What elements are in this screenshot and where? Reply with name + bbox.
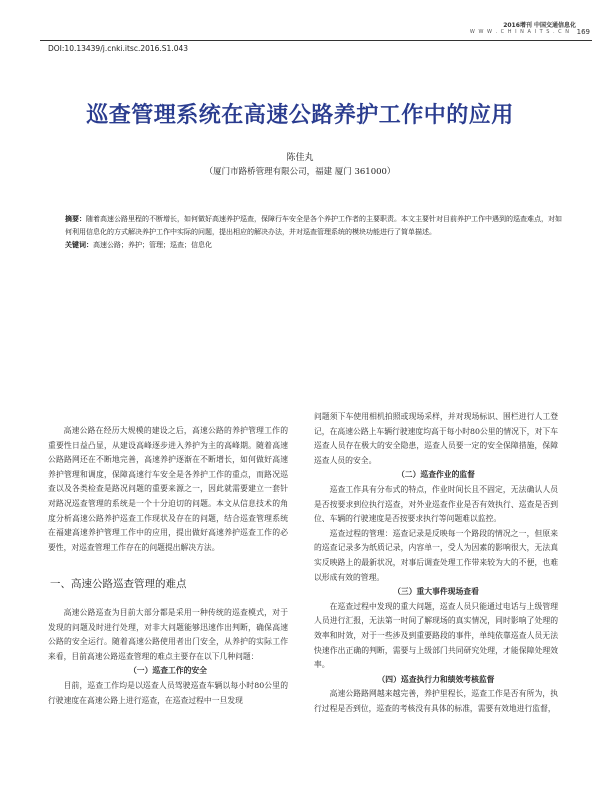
left-column: [48, 424, 288, 708]
keywords-text: 高速公路；养护；管理；巡查；信息化: [93, 241, 212, 249]
body-paragraph: 高速公路巡查为目前大部分都是采用一种传统的巡查模式，对于发现的问题及时进行处理，对非大问题能够迅速作出判断，确保高速公路的安全运行。随着高速公路使用者出门安全，从养护的实际工作来看，目前高速公路巡查管理的难点主要存在以下几种问题：: [48, 607, 288, 661]
body-paragraph: 目前，巡查工作均是以巡查人员驾驶巡查车辆以每小时80公里的行驶速度在高速公路上进行巡查，在巡查过程中一旦发现: [48, 680, 288, 705]
keywords-label: 关键词：: [65, 241, 93, 249]
body-paragraph: 巡查工作具有分布式的特点，作业时间长且不固定，无法确认人员是否按要求到位执行巡查，对外业巡查作业是否有效执行、巡查是否到位、车辆的行驶速度是否按要求执行等问题难以监控。: [314, 484, 558, 524]
subsection-heading: （三）重大事件现场查看: [393, 587, 479, 597]
abstract-label: 摘要：: [65, 215, 86, 223]
affiliation: （厦门市路桥管理有限公司，福建 厦门 361000）: [204, 167, 396, 177]
abstract: [65, 213, 563, 239]
body-paragraph: 高速公路路网越来越完善，养护里程长，巡查工作是否有所为，执行过程是否到位，巡查的考核没有具体的标准，需要有效地进行监督，: [314, 689, 558, 713]
subsection-heading: （二）巡查作业的监督: [397, 470, 475, 480]
body-paragraph: 在巡查过程中发现的重大问题，巡查人员只能通过电话与上级管理人员进行汇报，无法第一时间了解现场的真实情况，同时影响了处理的效率和时效，对于一些涉及到重要路段的事件，单纯依靠巡查人员无法快速作出正确的判断，需要与上级部门共同研究处理，才能保障处理效率。: [314, 601, 558, 670]
subsection-heading: （四）巡查执行力和绩效考核监督: [377, 674, 495, 684]
section-heading: 一、高速公路巡查管理的难点: [50, 578, 187, 591]
abstract-text: 随着高速公路里程的不断增长，如何做好高速养护巡查，保障行车安全是各个养护工作者的主要职责。本文主要针对目前养护工作中遇到的巡查难点，对如何利用信息化的方式解决养护工作中实际的问题，提出相应的解决办法，并对巡查管理系统的模块功能进行了简单描述。: [65, 215, 562, 236]
intro-paragraph: 高速公路在经历大规模的建设之后，高速公路的养护管理工作的重要性日益凸显，从建设高峰逐步进入养护为主的高峰期。随着高速公路路网还在不断地完善，高速养护逐渐在不断增长，如何做好高速养护管理和调度，保障高速行车安全是各养护工作的重点，而路况巡查以及各类检查是路况问题的重要来源之一，因此就需要建立一套针对路况巡查管理的系统是一个十分迫切的问题。本文从信息技术的角度分析高速公路养护巡查工作现状及存在的问题，结合巡查管理系统在福建高速养护管理工作中的应用，提出做好高速养护巡查工作的必要性，对巡查管理工作存在的问题提出解决方法。: [48, 426, 288, 552]
header-divider: [40, 40, 592, 41]
body-paragraph: 问题须下车使用相机拍照或现场采样，并对现场标识、围栏进行人工登记，在高速公路上车辆行驶速度均高于每小时80公里的情况下，对下车巡查人员存在极大的安全隐患，巡查人员要一定的安全保障措施，保障巡查人员的安全。: [314, 412, 558, 465]
journal-name: 2016增刊 中国交通信息化: [503, 22, 576, 29]
keywords: [65, 240, 563, 250]
paper-title: 巡查管理系统在高速公路养护工作中的应用: [86, 103, 514, 128]
author: 陈佳丸: [286, 153, 314, 163]
doi: DOI:10.13439/j.cnki.itsc.2016.S1.043: [48, 44, 189, 53]
right-column: [314, 410, 558, 716]
body-paragraph: 巡查过程的管理：巡查记录是反映每一个路段的情况之一，但原来的巡查记录多为纸质记录，内容单一，受人为因素的影响很大，无法真实反映路上的最新状况，对事后调查处理工作带来较为大的不便，也难以形成有效的管理。: [314, 528, 558, 582]
page-number: 169: [576, 28, 590, 36]
journal-url: W W W . C H I N A I T S . C N: [469, 29, 570, 35]
subsection-heading: （一）巡查工作的安全: [129, 666, 207, 676]
